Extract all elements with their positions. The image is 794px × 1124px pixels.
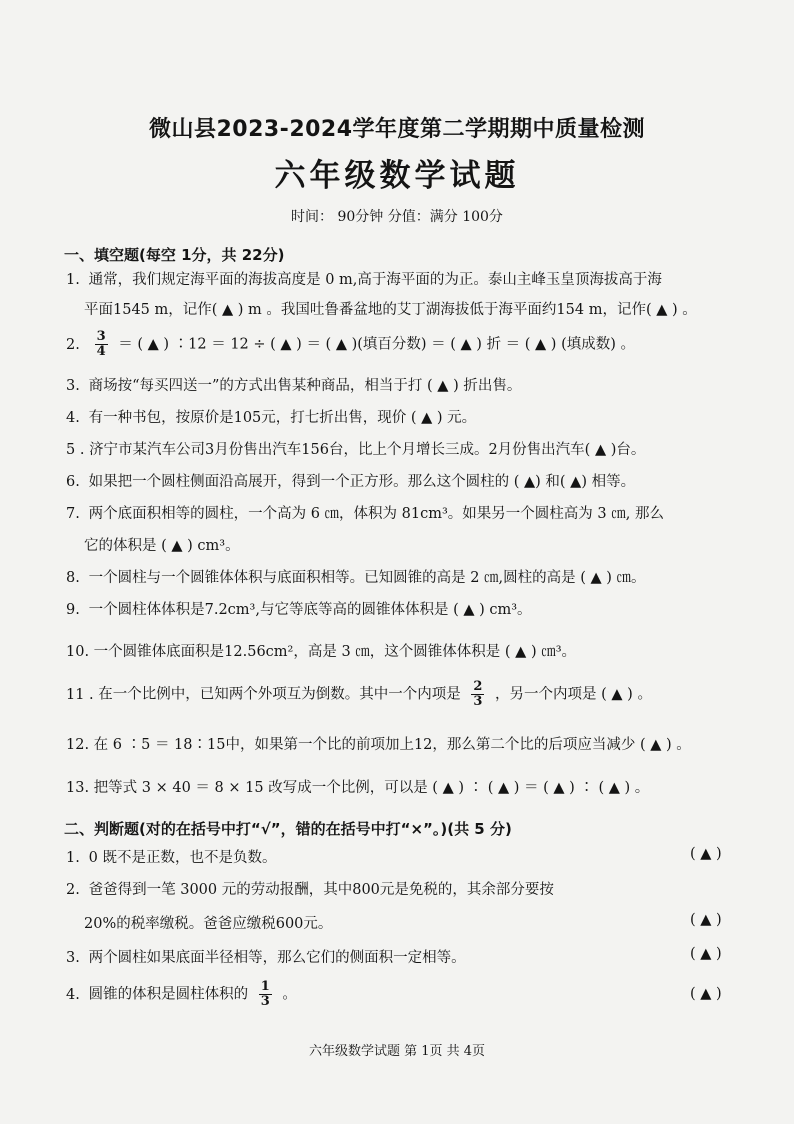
- question-number: 4.: [66, 986, 80, 1003]
- question-number: 3.: [66, 378, 80, 394]
- judge-1: [66, 846, 778, 867]
- question-11: [66, 680, 778, 709]
- question-text: 商场按“每买四送一”的方式出售某种商品，相当于打 ( ▲ ) 折出售。: [88, 378, 522, 394]
- question-number: 7.: [66, 506, 80, 522]
- question-number: 2.: [66, 882, 80, 898]
- question-number: 1.: [66, 272, 80, 288]
- question-text: 通常，我们规定海平面的海拔高度是 0 m,高于海平面的为正。泰山主峰玉皇顶海拔高于海: [88, 272, 662, 288]
- question-text-after: 。: [282, 986, 297, 1003]
- question-number: 11 .: [66, 686, 94, 703]
- question-text-after: ，另一个内项是 ( ▲ ) 。: [495, 686, 652, 703]
- question-7-line1: [66, 502, 778, 523]
- question-text: ＝ ( ▲ ) ∶12 ＝ 12 ÷ ( ▲ ) ＝ ( ▲ )(填百分数) ＝ ( ▲ ) 折 ＝ ( ▲ ) (填成数) 。: [118, 336, 635, 353]
- question-8: [66, 566, 778, 587]
- answer-mark: ( ▲ ): [690, 912, 722, 928]
- question-number: 9.: [66, 602, 80, 618]
- fraction-two-thirds: $\frac{2}{3}$: [473, 679, 483, 709]
- answer-mark: ( ▲ ): [690, 986, 722, 1002]
- question-number: 1.: [66, 850, 80, 866]
- question-1-line2: 平面1545 m，记作( ▲ ) m 。我国吐鲁番盆地的艾丁湖海拔低于海平面约154 m，记作( ▲ ) 。: [84, 302, 697, 318]
- subject-title: 六年级数学试题: [274, 158, 520, 194]
- question-7-line2: 它的体积是 ( ▲ ) cm³。: [84, 538, 240, 554]
- question-text: 一个圆锥体底面积是12.56cm²，高是 3 ㎝，这个圆锥体体积是 ( ▲ ) ㎝³。: [93, 644, 577, 660]
- judge-4: [66, 980, 778, 1009]
- question-number: 10.: [66, 644, 90, 660]
- question-text: 在一个比例中，已知两个外项互为倒数。其中一个内项是: [98, 686, 461, 703]
- question-6: [66, 470, 778, 491]
- question-text: 如果把一个圆柱侧面沿高展开，得到一个正方形。那么这个圆柱的 ( ▲) 和( ▲) 相等。: [88, 474, 636, 490]
- question-text: 一个圆柱体体积是7.2cm³,与它等底等高的圆锥体体积是 ( ▲ ) cm³。: [88, 602, 532, 618]
- question-text: 0 既不是正数，也不是负数。: [88, 850, 277, 866]
- question-number: 3.: [66, 950, 80, 966]
- question-2: [66, 330, 778, 359]
- answer-mark: ( ▲ ): [690, 846, 722, 862]
- question-number: 12.: [66, 737, 90, 753]
- question-number: 13.: [66, 780, 90, 796]
- question-3: [66, 374, 778, 395]
- question-9: [66, 598, 778, 619]
- question-number: 4.: [66, 410, 80, 426]
- question-13: [66, 776, 778, 797]
- question-1-line1: [66, 268, 778, 289]
- question-text: 在 6 ∶5 ＝ 18∶15中，如果第一个比的前项加上12，那么第二个比的后项应当减少 ( ▲ ) 。: [93, 737, 691, 753]
- question-text: 一个圆柱与一个圆锥体体积与底面积相等。已知圆锥的高是 2 ㎝,圆柱的高是 ( ▲ ) ㎝。: [88, 570, 646, 586]
- question-number: 6.: [66, 474, 80, 490]
- question-4: [66, 406, 778, 427]
- judge-3: [66, 946, 778, 967]
- question-10: [66, 640, 778, 661]
- judge-2-line1: [66, 878, 778, 899]
- question-text: 圆锥的体积是圆柱体积的: [88, 986, 249, 1003]
- question-number: 5 .: [66, 442, 85, 458]
- question-text: 两个底面积相等的圆柱，一个高为 6 ㎝，体积为 81cm³。如果另一个圆柱高为 3 ㎝, 那么: [88, 506, 664, 522]
- question-5: [66, 438, 778, 459]
- question-text: 两个圆柱如果底面半径相等，那么它们的侧面积一定相等。: [88, 950, 466, 966]
- exam-meta: 时间： 90分钟 分值：满分 100分: [291, 209, 503, 225]
- judge-2-line2: 20%的税率缴税。爸爸应缴税600元。: [84, 916, 333, 932]
- question-text: 把等式 3 × 40 ＝ 8 × 15 改写成一个比例，可以是 ( ▲ ) ∶ ( ▲ ) ＝ ( ▲ ) ∶ ( ▲ ) 。: [93, 780, 650, 796]
- answer-mark: ( ▲ ): [690, 946, 722, 962]
- question-number: 2.: [66, 336, 80, 353]
- section2-heading: 二、判断题(对的在括号中打“√”，错的在括号中打“×”。)(共 5 分): [64, 820, 512, 838]
- section1-heading: 一、填空题(每空 1分，共 22分): [64, 246, 285, 264]
- exam-title: 微山县2023-2024学年度第二学期期中质量检测: [148, 117, 646, 142]
- question-text: 有一种书包，按原价是105元，打七折出售，现价 ( ▲ ) 元。: [88, 410, 477, 426]
- question-text: 爸爸得到一笔 3000 元的劳动报酬，其中800元是免税的，其余部分要按: [88, 882, 554, 898]
- question-text: 济宁市某汽车公司3月份售出汽车156台，比上个月增长三成。2月份售出汽车( ▲ )台。: [89, 442, 646, 458]
- question-number: 8.: [66, 570, 80, 586]
- fraction-three-quarters: $\frac{3}{4}$: [96, 329, 106, 359]
- question-12: [66, 733, 778, 754]
- fraction-one-third: $\frac{1}{3}$: [260, 979, 270, 1009]
- page-footer: 六年级数学试题 第 1页 共 4页: [308, 1044, 486, 1059]
